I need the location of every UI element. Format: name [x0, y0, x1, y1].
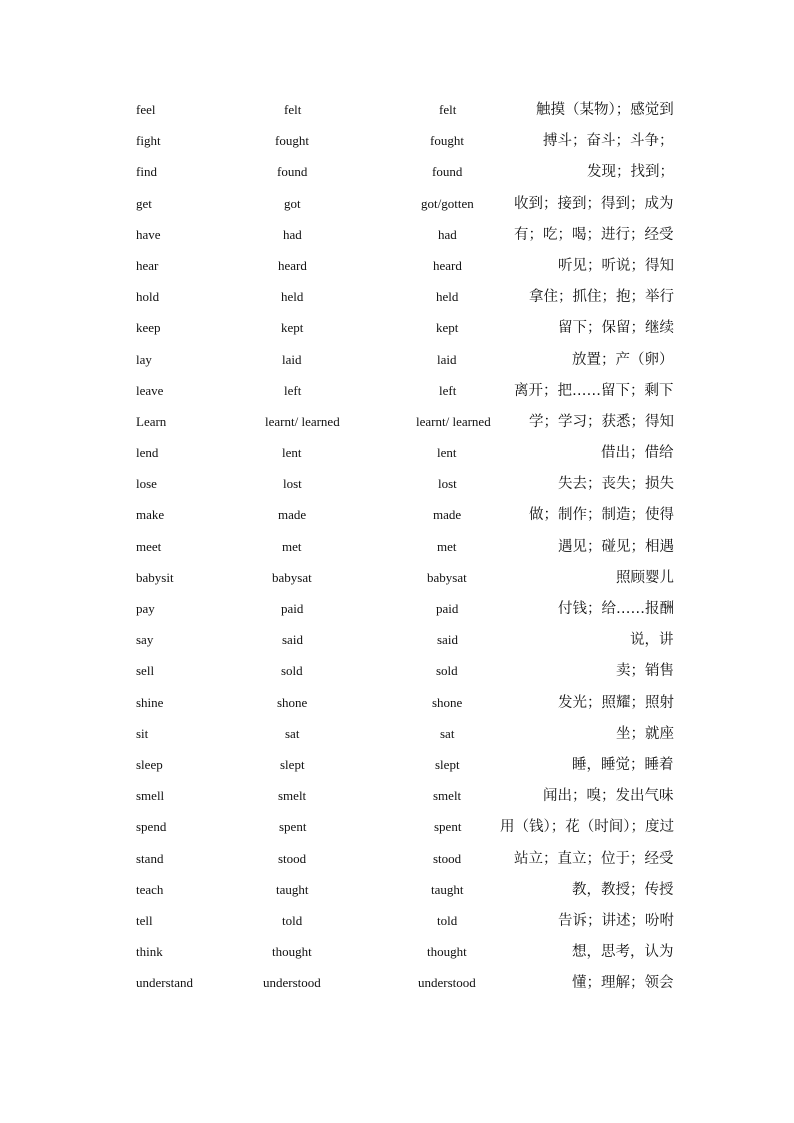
base-form: lose [136, 476, 157, 492]
table-row [0, 347, 794, 378]
past-tense: sat [285, 725, 300, 741]
past-tense: felt [284, 102, 302, 117]
chinese-meaning: 遇见；碰见；相遇 [558, 538, 674, 555]
chinese-meaning: 教，教授；传授 [572, 881, 674, 898]
past-tense: told [282, 912, 303, 928]
past-tense: taught [276, 881, 309, 897]
base-form: teach [136, 881, 164, 897]
base-form: Learn [136, 413, 167, 429]
table-row [0, 159, 794, 190]
base-form: shine [136, 694, 164, 710]
past-participle: sat [440, 725, 455, 741]
past-participle: smelt [433, 788, 462, 804]
base-form: feel [136, 102, 156, 117]
table-row [0, 970, 794, 1001]
table-row [0, 440, 794, 471]
past-participle: thought [427, 944, 467, 960]
past-participle: got/gotten [421, 195, 474, 211]
base-form: sleep [136, 756, 163, 772]
base-form: have [136, 226, 161, 242]
base-form: get [136, 195, 152, 211]
past-tense: said [282, 632, 303, 648]
past-participle: lent [437, 445, 457, 461]
chinese-meaning: 睡，睡觉；睡着 [572, 756, 674, 773]
table-row [0, 783, 794, 814]
past-participle: held [436, 289, 459, 305]
past-tense: babysat [272, 569, 312, 585]
base-form: babysit [136, 569, 174, 585]
past-tense: understood [263, 975, 321, 991]
base-form: pay [136, 601, 155, 616]
chinese-meaning: 搏斗；奋斗；斗争； [543, 133, 674, 150]
past-participle: shone [432, 694, 463, 710]
chinese-meaning: 放置；产（卵） [572, 351, 674, 368]
base-form: tell [136, 912, 153, 928]
chinese-meaning: 失去；丧失；损失 [558, 476, 674, 493]
chinese-meaning: 坐；就座 [616, 725, 674, 742]
table-row [0, 596, 794, 627]
past-tense: held [281, 289, 304, 305]
past-tense: stood [278, 850, 307, 866]
table-row [0, 409, 794, 440]
table-row [0, 752, 794, 783]
past-participle: learnt/ learned [416, 413, 491, 429]
past-participle: heard [433, 257, 462, 273]
past-tense: learnt/ learned [265, 413, 340, 429]
past-participle: met [437, 538, 457, 554]
base-form: understand [136, 975, 194, 991]
past-participle: babysat [427, 569, 467, 585]
past-tense: shone [277, 694, 308, 710]
past-participle: had [438, 226, 457, 242]
past-tense: left [284, 382, 302, 398]
past-tense: had [283, 226, 302, 242]
chinese-meaning: 学；学习；获悉；得知 [529, 413, 674, 430]
base-form: meet [136, 538, 162, 554]
past-tense: laid [282, 351, 302, 367]
chinese-meaning: 站立；直立；位于；经受 [514, 850, 674, 867]
base-form: spend [136, 819, 167, 835]
base-form: say [136, 632, 154, 648]
past-tense: spent [279, 819, 307, 835]
past-tense: got [284, 195, 301, 211]
table-row [0, 658, 794, 689]
chinese-meaning: 拿住；抓住；抱；举行 [529, 289, 674, 306]
past-tense: heard [278, 257, 307, 273]
base-form: keep [136, 320, 161, 336]
chinese-meaning: 卖；销售 [616, 663, 674, 680]
past-participle: spent [434, 819, 462, 835]
past-participle: laid [437, 351, 457, 367]
table-row [0, 222, 794, 253]
base-form: make [136, 507, 165, 523]
past-tense: sold [281, 663, 303, 679]
past-participle: kept [436, 320, 459, 336]
base-form: leave [136, 382, 164, 398]
chinese-meaning: 发现；找到； [587, 164, 674, 181]
base-form: stand [136, 850, 164, 866]
table-row [0, 471, 794, 502]
chinese-meaning: 告诉；讲述；吩咐 [558, 912, 674, 929]
base-form: sit [136, 725, 149, 741]
past-participle: made [433, 507, 462, 523]
table-row [0, 253, 794, 284]
chinese-meaning: 有；吃；喝；进行；经受 [514, 226, 674, 243]
past-tense: smelt [278, 788, 307, 804]
past-participle: sold [436, 663, 458, 679]
chinese-meaning: 付钱；给……报酬 [558, 601, 674, 617]
table-row [0, 128, 794, 159]
chinese-meaning: 听见；听说；得知 [558, 257, 674, 274]
chinese-meaning: 说，讲 [630, 632, 674, 649]
table-row [0, 939, 794, 970]
chinese-meaning: 发光；照耀；照射 [558, 694, 674, 711]
table-row [0, 191, 794, 222]
base-form: lay [136, 351, 152, 367]
past-participle: found [432, 164, 463, 180]
table-row [0, 846, 794, 877]
past-tense: found [277, 164, 308, 180]
table-row [0, 97, 794, 128]
table-row [0, 908, 794, 939]
table-row [0, 565, 794, 596]
table-row [0, 378, 794, 409]
past-tense: lost [283, 476, 302, 492]
chinese-meaning: 触摸（某物）；感觉到 [536, 102, 674, 118]
past-participle: left [439, 382, 457, 398]
base-form: find [136, 164, 157, 180]
chinese-meaning: 离开；把……留下；剩下 [514, 382, 674, 399]
past-participle: told [437, 912, 458, 928]
past-tense: paid [281, 601, 304, 616]
table-row [0, 627, 794, 658]
past-participle: taught [431, 881, 464, 897]
table-row [0, 502, 794, 533]
past-tense: met [282, 538, 302, 554]
chinese-meaning: 想，思考，认为 [572, 944, 674, 961]
table-row [0, 814, 794, 845]
past-tense: slept [280, 756, 305, 772]
base-form: think [136, 944, 163, 960]
past-tense: thought [272, 944, 312, 960]
chinese-meaning: 留下；保留；继续 [558, 320, 674, 337]
base-form: hear [136, 257, 159, 273]
base-form: sell [136, 663, 155, 679]
chinese-meaning: 收到；接到；得到；成为 [514, 195, 674, 212]
chinese-meaning: 用（钱）；花（时间）；度过 [500, 819, 674, 836]
past-participle: said [437, 632, 458, 648]
table-row [0, 877, 794, 908]
past-participle: slept [435, 756, 460, 772]
past-tense: kept [281, 320, 304, 336]
chinese-meaning: 借出；借给 [601, 445, 674, 462]
past-participle: fought [430, 133, 464, 149]
chinese-meaning: 闻出；嗅；发出气味 [543, 788, 674, 805]
chinese-meaning: 做；制作；制造；使得 [529, 507, 674, 524]
table-row [0, 284, 794, 315]
table-row [0, 690, 794, 721]
table-row [0, 534, 794, 565]
base-form: smell [136, 788, 165, 804]
past-tense: made [278, 507, 307, 523]
base-form: hold [136, 289, 160, 305]
past-participle: felt [439, 102, 457, 117]
past-participle: paid [436, 601, 459, 616]
past-participle: stood [433, 850, 462, 866]
irregular-verb-table [0, 97, 794, 1001]
chinese-meaning: 照顾婴儿 [616, 569, 674, 586]
past-tense: fought [275, 133, 309, 149]
chinese-meaning: 懂；理解；领会 [572, 975, 674, 992]
past-tense: lent [282, 445, 302, 461]
table-row [0, 315, 794, 346]
past-participle: understood [418, 975, 476, 991]
table-row [0, 721, 794, 752]
past-participle: lost [438, 476, 457, 492]
base-form: fight [136, 133, 161, 149]
base-form: lend [136, 445, 159, 461]
